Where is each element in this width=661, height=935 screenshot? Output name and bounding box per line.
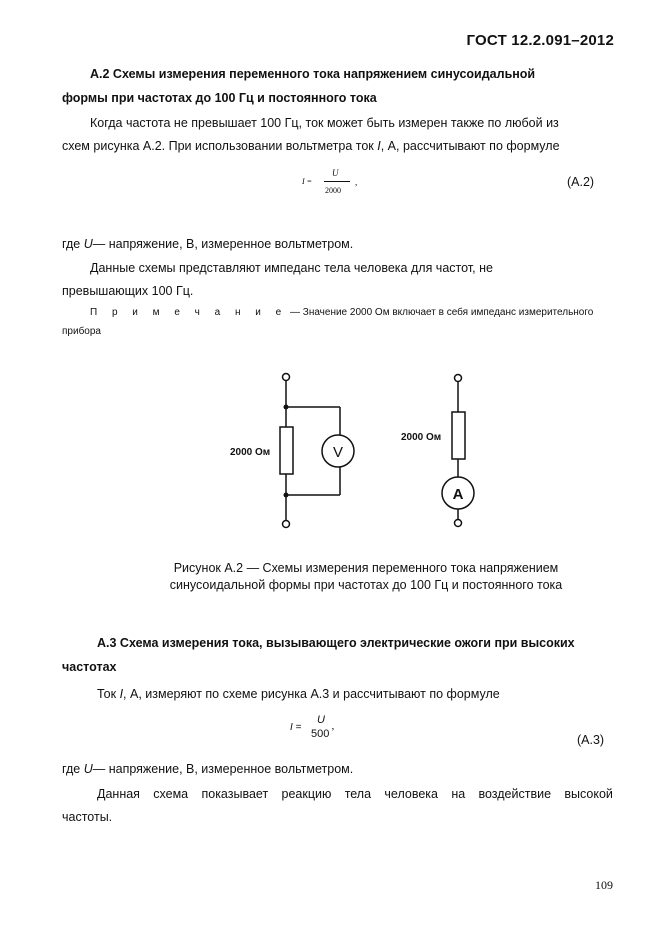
formula-a3-lhs: I = xyxy=(290,722,302,733)
variable-i: I xyxy=(119,687,124,701)
formula-a3-number: (А.3) xyxy=(577,733,605,747)
a2-paragraph1-line1: Когда частота не превышает 100 Гц, ток может быть измерен также по любой из xyxy=(90,116,559,130)
variable-u: U xyxy=(83,762,93,776)
note-label: П р и м е ч а н и е xyxy=(90,307,288,318)
right-resistor xyxy=(452,412,465,459)
formula-a2-number: (А.2) xyxy=(567,175,595,189)
note-text: — Значение 2000 Ом включает в себя импеданс измерительного xyxy=(287,307,594,318)
text-run: где xyxy=(62,237,84,251)
left-bottom-terminal xyxy=(283,521,290,528)
junction-dot xyxy=(284,405,289,410)
left-resistor-label: 2000 Ом xyxy=(230,447,271,458)
word: Данная xyxy=(97,787,140,801)
a3-paragraph2-line1 xyxy=(97,787,613,801)
formula-a3-trail: ’ xyxy=(331,726,335,738)
note-line2: прибора xyxy=(62,326,101,337)
text-run: — напряжение, В, измеренное вольтметром. xyxy=(92,762,354,776)
formula-a3-numerator: U xyxy=(317,714,325,726)
variable-i: I xyxy=(377,139,381,153)
a3-paragraph2-line2: частоты. xyxy=(62,810,113,824)
variable-u: U xyxy=(83,237,93,251)
formula-a2-denominator: 2000 xyxy=(325,186,341,195)
formula-a2-trail: , xyxy=(355,177,358,187)
junction-dot xyxy=(284,493,289,498)
word: на xyxy=(451,787,466,801)
a3-where-line xyxy=(62,762,353,776)
word: человека xyxy=(384,787,438,801)
left-top-terminal xyxy=(283,374,290,381)
formula-a3-denominator: 500 xyxy=(311,728,330,740)
text-run: , А, измеряют по схеме рисунка А.3 и рассчитывают по формуле xyxy=(123,687,500,701)
a2-paragraph2-line1: Данные схемы представляют импеданс тела человека для частот, не xyxy=(90,261,493,275)
word: высокой xyxy=(564,787,613,801)
section-a3-heading-line2: частотах xyxy=(62,660,117,674)
caption-line1: Рисунок А.2 — Схемы измерения переменного тока напряжением xyxy=(173,561,559,575)
caption-line2: синусоидальной формы при частотах до 100 Гц и постоянного тока xyxy=(169,578,563,592)
section-a2-heading-line1: А.2 Схемы измерения переменного тока напряжением синусоидальной xyxy=(90,67,536,81)
formula-a2-lhs: I = xyxy=(302,177,313,186)
text-run: — напряжение, В, измеренное вольтметром. xyxy=(92,237,354,251)
document-header: ГОСТ 12.2.091–2012 xyxy=(466,32,614,49)
voltmeter-symbol: V xyxy=(332,444,344,461)
right-bottom-terminal xyxy=(455,520,462,527)
text-run: , А, рассчитывают по формуле xyxy=(380,139,560,153)
word: тела xyxy=(344,787,372,801)
right-top-terminal xyxy=(455,375,462,382)
word: воздействие xyxy=(478,787,552,801)
left-resistor xyxy=(280,427,293,474)
text-run: где xyxy=(62,762,84,776)
a3-paragraph1 xyxy=(97,687,500,701)
right-resistor-label: 2000 Ом xyxy=(401,432,442,443)
formula-a3 xyxy=(290,714,350,746)
a2-paragraph2-line2: превышающих 100 Гц. xyxy=(62,284,194,298)
section-a3-heading-line1: А.3 Схема измерения тока, вызывающего электрические ожоги при высоких xyxy=(97,636,575,650)
ammeter-symbol: A xyxy=(452,486,464,503)
formula-a2-numerator: U xyxy=(332,168,339,178)
page-number: 109 xyxy=(595,878,613,892)
text-run: Ток xyxy=(97,687,120,701)
word: реакцию xyxy=(281,787,332,801)
text-run: схем рисунка А.2. При использовании вольтметра ток xyxy=(62,139,378,153)
word: показывает xyxy=(201,787,269,801)
word: схема xyxy=(153,787,189,801)
figure-a2-caption xyxy=(140,560,592,594)
section-a2-heading-line2: формы при частотах до 100 Гц и постоянного тока xyxy=(62,91,377,105)
